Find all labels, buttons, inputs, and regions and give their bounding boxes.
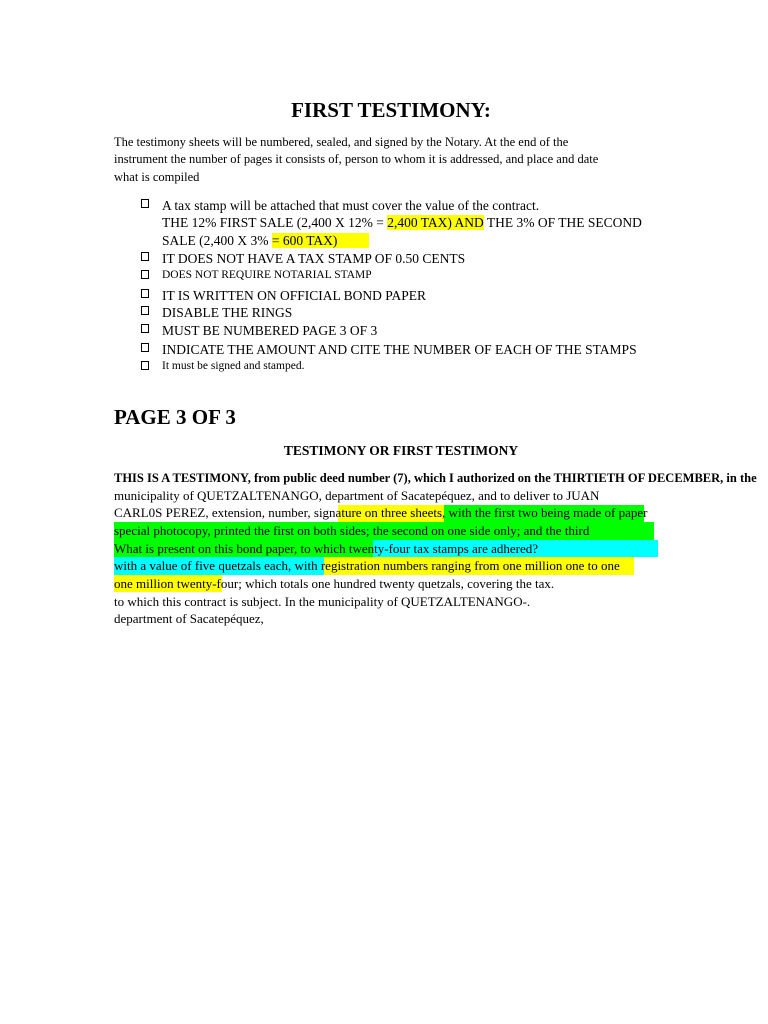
body-text: ith the first two being made of paper (457, 505, 648, 520)
bullet-no-tax-stamp: IT DOES NOT HAVE A TAX STAMP OF 0.50 CENTS (162, 251, 466, 266)
body-text: enty-four tax stamps are adhered? (361, 541, 539, 556)
bullet-box-icon (141, 343, 149, 352)
bullet-tax-stamp-line-1: A tax stamp will be attached that must cover the value of the contract. (162, 198, 540, 213)
bullet-disable-rings: DISABLE THE RINGS (162, 305, 293, 320)
body-text: egistration numbers ranging from one million one to one (325, 558, 620, 573)
bullet-box-icon (141, 361, 149, 370)
bullet-signed-stamped: It must be signed and stamped. (162, 360, 305, 372)
bullet-box-icon (141, 252, 149, 261)
bullet-box-icon (141, 199, 149, 208)
bullet-text: SALE (2,400 X 3% (162, 233, 272, 248)
body-text: one million twenty- (114, 576, 217, 591)
yellow-highlight: 2,400 TAX) AND (387, 215, 484, 230)
body-text: CARL0S PEREZ, extension, number, signatu (114, 505, 352, 520)
bullet-box-icon (141, 324, 149, 333)
intro-line-2: instrument the number of pages it consists of, person to whom it is addressed, and place and date (114, 152, 599, 166)
body-line-3 (114, 504, 647, 522)
heading-page-3-of-3: PAGE 3 OF 3 (114, 405, 236, 429)
body-line-4: special photocopy, printed the first on both sides; the second on one side only; and the third (114, 523, 590, 538)
bullet-page-number: MUST BE NUMBERED PAGE 3 OF 3 (162, 323, 378, 338)
intro-line-3: what is compiled (114, 170, 200, 184)
bullet-tax-stamp-line-3 (162, 232, 369, 249)
bullet-box-icon (141, 289, 149, 298)
body-text: What is present on this bond paper, to which tw (114, 541, 362, 556)
body-line-1: THIS IS A TESTIMONY, from public deed number (7), which I authorized on the THIRTIETH OF DECEMBER, in the (114, 471, 757, 485)
bullet-box-icon (141, 270, 149, 279)
body-line-7 (114, 575, 554, 593)
body-line-2: municipality of QUETZALTENANGO, department of Sacatepéquez, and to deliver to JUAN (114, 488, 600, 503)
bullet-indicate-amount: INDICATE THE AMOUNT AND CITE THE NUMBER OF EACH OF THE STAMPS (162, 342, 637, 357)
subheading-testimony: TESTIMONY OR FIRST TESTIMONY (283, 443, 519, 458)
body-line-6 (114, 557, 620, 575)
body-line-9: department of Sacatepéquez, (114, 611, 264, 626)
yellow-highlight: = 600 TAX) (272, 233, 370, 248)
body-text: four; which totals one hundred twenty quetzals, covering the tax. (216, 576, 555, 591)
bullet-bond-paper: IT IS WRITTEN ON OFFICIAL BOND PAPER (162, 288, 427, 303)
bullet-tax-stamp-line-2 (162, 214, 642, 231)
body-text: re on three sheets, w (351, 505, 458, 520)
bullet-no-notarial-stamp: DOES NOT REQUIRE NOTARIAL STAMP (162, 269, 372, 281)
bullet-text: THE 12% FIRST SALE (2,400 X 12% = (162, 215, 388, 230)
body-line-5 (114, 540, 538, 558)
bullet-text: THE 3% OF THE SECOND (483, 215, 642, 230)
heading-first-testimony: FIRST TESTIMONY: (291, 98, 491, 122)
body-line-8: to which this contract is subject. In the municipality of QUETZALTENANGO-. (114, 594, 531, 609)
bullet-box-icon (141, 306, 149, 315)
body-text: with a value of five quetzals each, with r (114, 558, 326, 573)
intro-line-1: The testimony sheets will be numbered, sealed, and signed by the Notary. At the end of the (114, 135, 569, 149)
